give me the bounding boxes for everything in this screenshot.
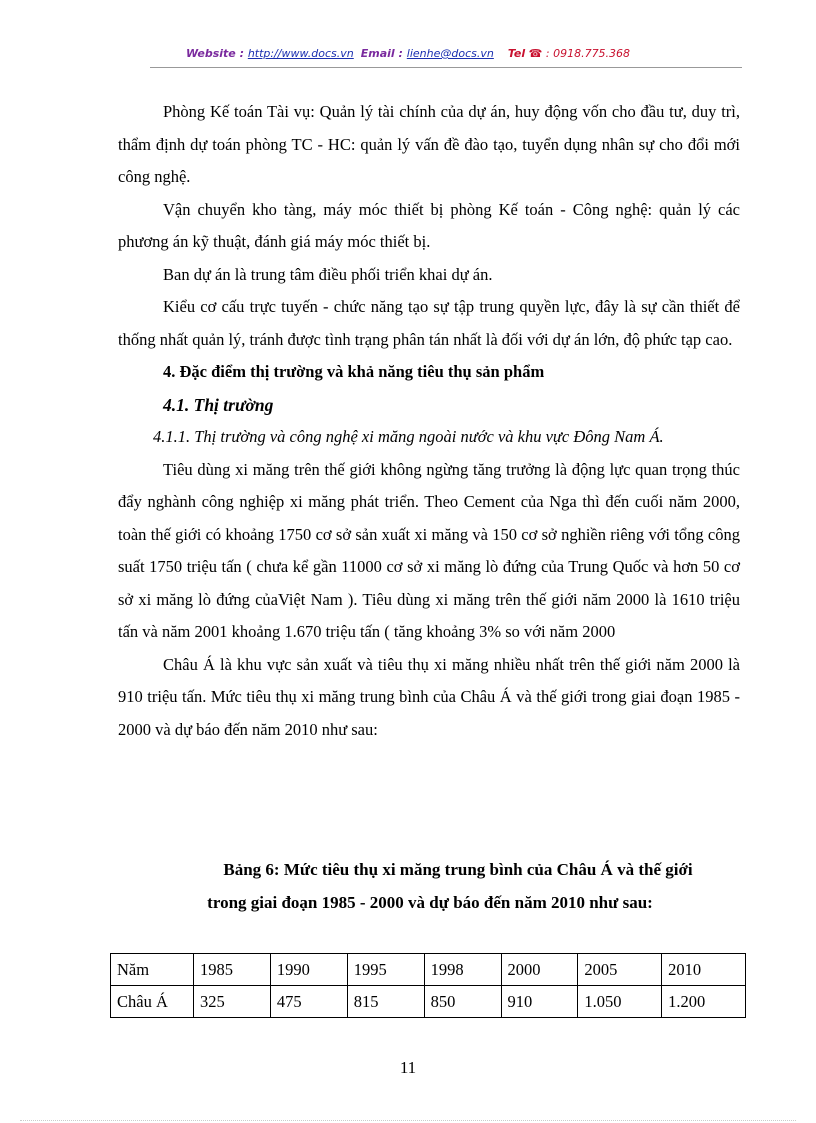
paragraph: Châu Á là khu vực sản xuất và tiêu thụ xi măng nhiều nhất trên thế giới năm 2000 là 910 triệu tấn. Mức tiêu thụ xi măng trung bình của Châu Á và thế giới trong giai đoạn 1985 - 2000 và dự báo đến năm 2010 như sau: — [118, 654, 740, 739]
footer-divider — [20, 1120, 796, 1121]
paragraph: Ban dự án là trung tâm điều phối triển khai dự án. — [163, 264, 493, 284]
tel-label: Tel — [507, 47, 526, 60]
table-cell: 1990 — [270, 954, 347, 986]
table-cell: 2005 — [578, 954, 662, 986]
table-cell: 910 — [501, 986, 578, 1018]
table-cell: 1.200 — [662, 986, 746, 1018]
subsection-heading: 4.1. Thị trường — [163, 394, 274, 415]
table-cell: 1.050 — [578, 986, 662, 1018]
table-cell: 475 — [270, 986, 347, 1018]
email-link[interactable]: lienhe@docs.vn — [406, 47, 494, 60]
table-cell: 2010 — [662, 954, 746, 986]
table-cell: 1998 — [424, 954, 501, 986]
website-label: Website — [185, 47, 236, 60]
paragraph: Tiêu dùng xi măng trên thế giới không ngừng tăng trưởng là động lực quan trọng thúc đẩy nghành công nghiệp xi măng phát triển. Theo Cement của Nga thì đến cuối năm 2000, toàn thế giới có khoảng 1750 cơ sở sản xuất xi măng và 150 cơ sở nghiền riêng với tổng công suất 1750 triệu tấn ( chưa kể gần 11000 cơ sở xi măng lò đứng của Trung Quốc và hơn 50 cơ sở xi măng lò đứng củaViệt Nam ). Tiêu dùng xi măng trên thế giới năm 2000 là 1610 triệu tấn và năm 2001 khoảng 1.670 triệu tấn ( tăng khoảng 3% so với năm 2000 — [118, 459, 740, 641]
table-caption-line1: Bảng 6: Mức tiêu thụ xi măng trung bình của Châu Á và thế giới — [223, 860, 693, 879]
table-row — [111, 986, 746, 1018]
phone-number: : 0918.775.368 — [542, 47, 631, 60]
website-link[interactable]: http://www.docs.vn — [247, 47, 354, 60]
table-cell: 850 — [424, 986, 501, 1018]
consumption-table — [110, 953, 746, 1018]
header-divider — [150, 67, 742, 68]
document-body — [118, 96, 740, 746]
page-number: 11 — [399, 1058, 417, 1077]
table-row — [111, 954, 746, 986]
table-caption-line2: trong giai đoạn 1985 - 2000 và dự báo đến năm 2010 như sau: — [207, 893, 653, 912]
paragraph: Phòng Kế toán Tài vụ: Quản lý tài chính của dự án, huy động vốn cho đầu tư, duy trì, thẩm định dự toán phòng TC - HC: quản lý vấn đề đào tạo, tuyển dụng nhân sự cho đổi mới công nghệ. — [118, 102, 740, 186]
table-cell: 1995 — [347, 954, 424, 986]
subsubsection-heading: 4.1.1. Thị trường và công nghệ xi măng ngoài nước và khu vực Đông Nam Á. — [153, 427, 664, 446]
table-cell: Châu Á — [111, 986, 194, 1018]
table-cell: 815 — [347, 986, 424, 1018]
phone-icon: ☎ — [528, 47, 543, 60]
table-cell: 325 — [194, 986, 271, 1018]
email-separator: : — [394, 47, 407, 60]
paragraph: Vận chuyển kho tàng, máy móc thiết bị phòng Kế toán - Công nghệ: quản lý các phương án kỹ thuật, đánh giá máy móc thiết bị. — [118, 199, 740, 251]
paragraph: Kiểu cơ cấu trực tuyến - chức năng tạo sự tập trung quyền lực, đây là sự cần thiết để thống nhất quản lý, tránh được tình trạng phân tán nhất là đối với dự án lớn, độ phức tạp cao. — [118, 297, 740, 349]
table-cell: 1985 — [194, 954, 271, 986]
section-heading: 4. Đặc điểm thị trường và khả năng tiêu thụ sản phẩm — [163, 362, 545, 381]
table-cell: 2000 — [501, 954, 578, 986]
email-label: Email — [360, 47, 395, 60]
page-header — [0, 47, 816, 60]
website-separator: : — [235, 47, 248, 60]
table-cell: Năm — [111, 954, 194, 986]
